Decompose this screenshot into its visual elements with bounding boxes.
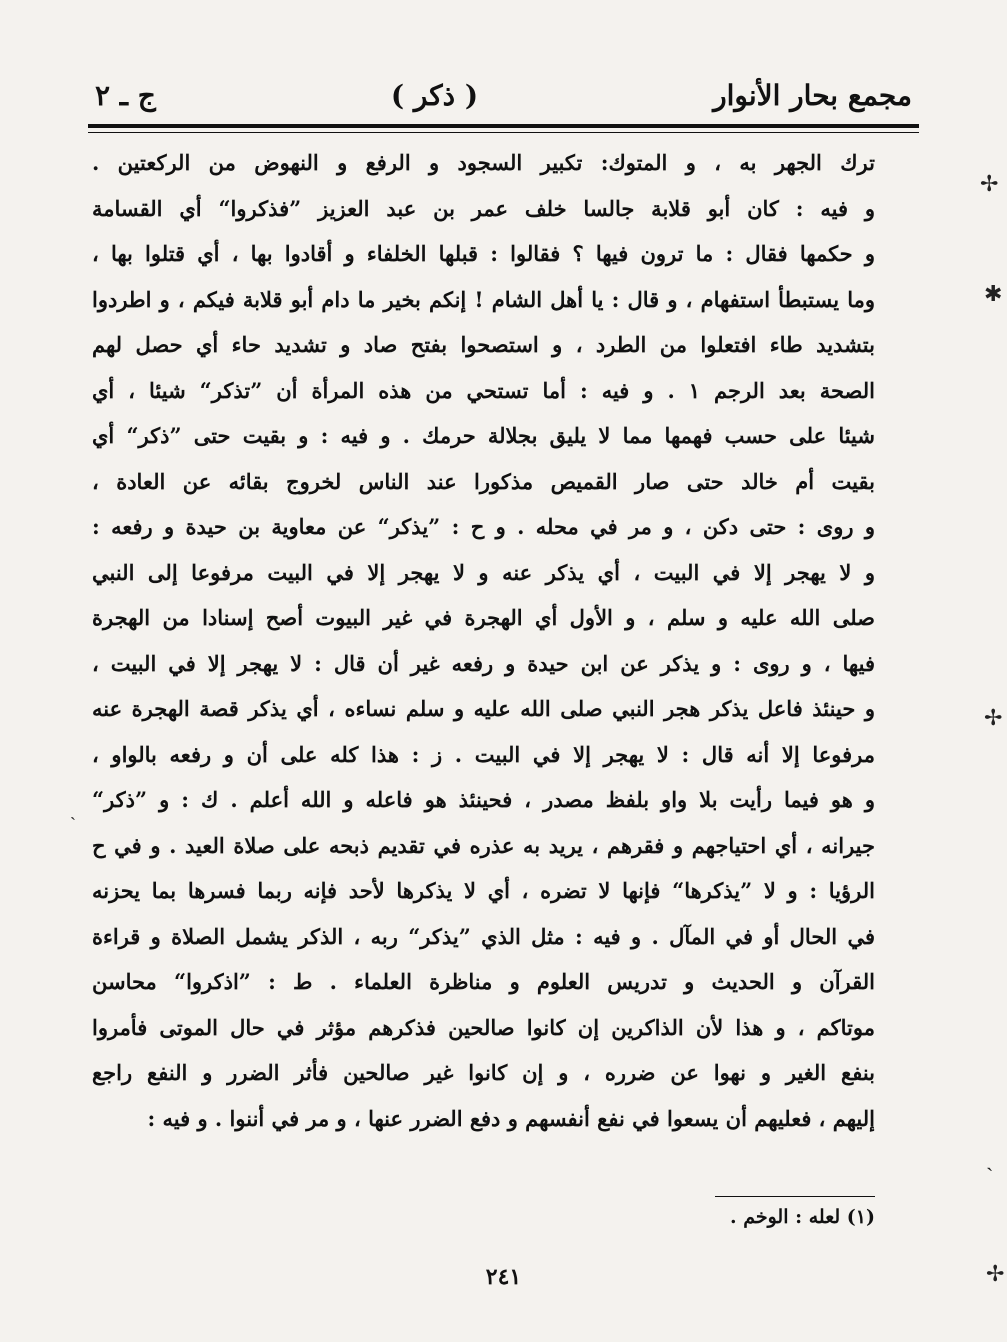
header-rule — [88, 124, 919, 128]
margin-mark: ✢ — [984, 706, 1003, 731]
text-line: في الحال أو في المآل . و فيه : مثل الذي ”يذكر“ ربه ، الذكر يشمل الصلاة و قراءة — [92, 923, 875, 949]
text-line: بقيت أم خالد حتى صار القميص مذكورا عند الناس لخروج بقائه عن العادة ، — [92, 468, 875, 494]
text-line: و لا يهجر إلا في البيت ، أي يذكر عنه و لا يهجر إلا في البيت مرفوعا إلى النبي — [92, 559, 875, 585]
text-line: ترك الجهر به ، و المتوك: تكبير السجود و الرفع و النهوض من الركعتين . — [92, 150, 875, 175]
text-line: جيرانه ، أي احتياجهم و فقرهم ، يريد به عذره في تقديم ذبحه على صلاة العيد . و في ح — [92, 832, 875, 858]
text-line: الصحة بعد الرجم ۱ . و فيه : أما تستحي من هذه المرأة أن ”تذكر“ شيئا ، أي — [92, 377, 875, 403]
header-rule-thin — [88, 132, 919, 133]
text-line: القرآن و الحديث و تدريس العلوم و مناظرة العلماء . ط : ”اذكروا“ محاسن — [92, 969, 875, 994]
text-line: فيها ، و روى : و يذكر عن ابن حيدة و رفعه غير أن قال : لا يهجر إلا في البيت ، — [92, 650, 875, 676]
margin-mark: ✢ — [980, 172, 999, 197]
running-header — [95, 70, 912, 120]
text-line: موتاكم ، و هذا لأن الذاكرين إن كانوا صالحين فذكرهم مؤثر في حال الموتى فأمروا — [92, 1014, 875, 1040]
text-line: مرفوعا إلا أنه قال : لا يهجر إلا في البيت . ز : هذا كله على أن و رفعه بالواو ، — [92, 741, 875, 767]
footnote: (۱) لعله : الوخم . — [729, 1206, 875, 1228]
text-line: و حكمها فقال : ما ترون فيها ؟ فقالوا : قبلها الخلفاء و أقادوا بها ، أي قتلوا بها ، — [92, 241, 875, 266]
text-line: و حينئذ فاعل يذكر هجر النبي صلى الله عليه و سلم نساءه ، أي يذكر قصة الهجرة عنه — [92, 696, 875, 721]
text-line: بتشديد طاء افتعلوا من الطرد ، و استصحوا بفتح صاد و تشديد حاء أي حصل لهم — [92, 332, 875, 357]
text-line: شيئا على حسب فهمها مما لا يليق بجلالة حرمك . و فيه : و بقيت حتى ”ذكر“ أي — [92, 423, 875, 448]
text-line: الرؤيا : و لا ”يذكرها“ فإنها لا تضره ، أي لا يذكرها لأحد فإنه ربما فسرها بما يحزنه — [92, 878, 875, 903]
text-line: بنفع الغير و نهوا عن ضرره ، و إن كانوا غير صالحين فأثر الضرر و النفع راجع — [92, 1060, 875, 1085]
margin-mark: ˏ — [70, 800, 76, 821]
text-line: صلى الله عليه و سلم ، و الأول أي الهجرة في غير البيوت أصح إسنادا من الهجرة — [92, 605, 875, 630]
text-line: و فيه : كان أبو قلابة جالسا خلف عمر بن عبد العزيز ”فذكروا“ أي القسامة — [92, 195, 875, 221]
header-volume: ج ـ ۲ — [95, 78, 156, 112]
text-line: و روى : حتى دكن ، و مر في محله . و ح : ”يذكر“ عن معاوية بن حيدة و رفعه : — [92, 514, 875, 539]
footnote-rule — [715, 1196, 875, 1197]
margin-mark: ✱ — [984, 282, 1003, 307]
body-text — [92, 140, 875, 1141]
header-book-title: مجمع بحار الأنوار — [713, 78, 912, 112]
page-number: ۲٤۱ — [485, 1264, 522, 1290]
margin-mark: ✢ — [986, 1262, 1005, 1287]
text-line: و هو فيما رأيت بلا واو بلفظ مصدر ، فحينئذ هو فاعله و الله أعلم . ك : و ”ذكر“ — [92, 787, 875, 812]
header-entry-title: ( ذكر ) — [390, 78, 479, 112]
text-line: إليهم ، فعليهم أن يسعوا في نفع أنفسهم و دفع الضرر عنها ، و مر في أننوا . و فيه : — [147, 1105, 875, 1131]
text-line: وما يستبطأ استفهام ، و قال : يا أهل الشام ! إنكم بخير ما دام أبو قلابة فيكم ، و اطردوا — [92, 286, 875, 312]
margin-mark: ˏ — [986, 1147, 994, 1172]
